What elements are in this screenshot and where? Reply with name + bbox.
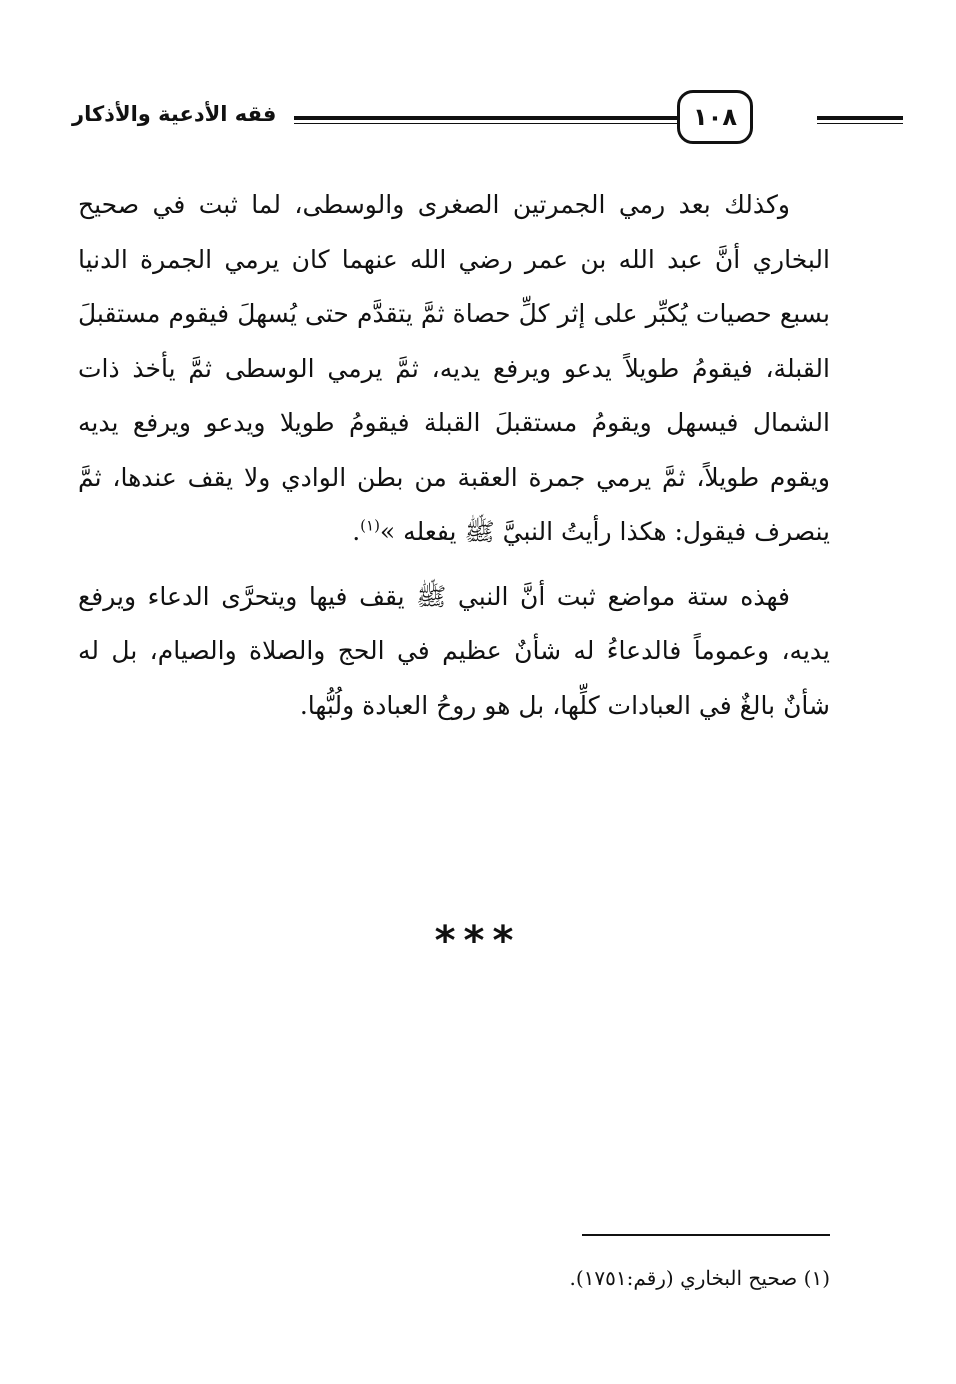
page-number: ١٠٨ — [677, 90, 753, 144]
page-header — [72, 88, 832, 148]
footnote-reference: (١) — [360, 516, 380, 535]
paragraph-1 — [78, 178, 830, 560]
paragraph-1-end: . — [352, 517, 361, 546]
header-rule-right — [817, 116, 903, 120]
section-separator: *** — [434, 918, 522, 964]
footnote-rule — [582, 1234, 830, 1236]
paragraph-1-text: وكذلك بعد رمي الجمرتين الصغرى والوسطى، لما ثبت في صحيح البخاري أنَّ عبد الله بن عمر رضي الله عنهما كان يرمي الجمرة الدنيا بسبع حصيات يُكبِّر على إثر كلِّ حصاة ثمَّ يتقدَّم حتى يُسهلَ فيقوم مستقبلَ القبلة، فيقومُ طويلاً يدعو ويرفع يديه، ثمَّ يرمي الوسطى ثمَّ يأخذ ذات الشمال فيسهل ويقومُ مستقبلَ القبلة فيقومُ طويلا ويدعو ويرفع يديه ويقوم طويلاً، ثمَّ يرمي جمرة العقبة من بطن الوادي ولا يقف عندها، ثمَّ ينصرف فيقول: هكذا رأيتُ النبيَّ ﷺ يفعله » — [78, 190, 830, 546]
book-title: فقه الأدعية والأذكار — [72, 102, 277, 126]
footnote: (١) صحيح البخاري (رقم:١٧٥١). — [569, 1266, 830, 1290]
body-text — [78, 178, 830, 733]
paragraph-2: فهذه ستة مواضع ثبت أنَّ النبي ﷺ يقف فيها ويتحرَّى الدعاء ويرفع يديه، وعموماً فالدعاءُ له شأنٌ عظيم في الحج والصلاة والصيام، بل له شأنٌ بالغٌ في العبادات كلِّها، بل هو روحُ العبادة ولُبُّها. — [78, 581, 830, 720]
